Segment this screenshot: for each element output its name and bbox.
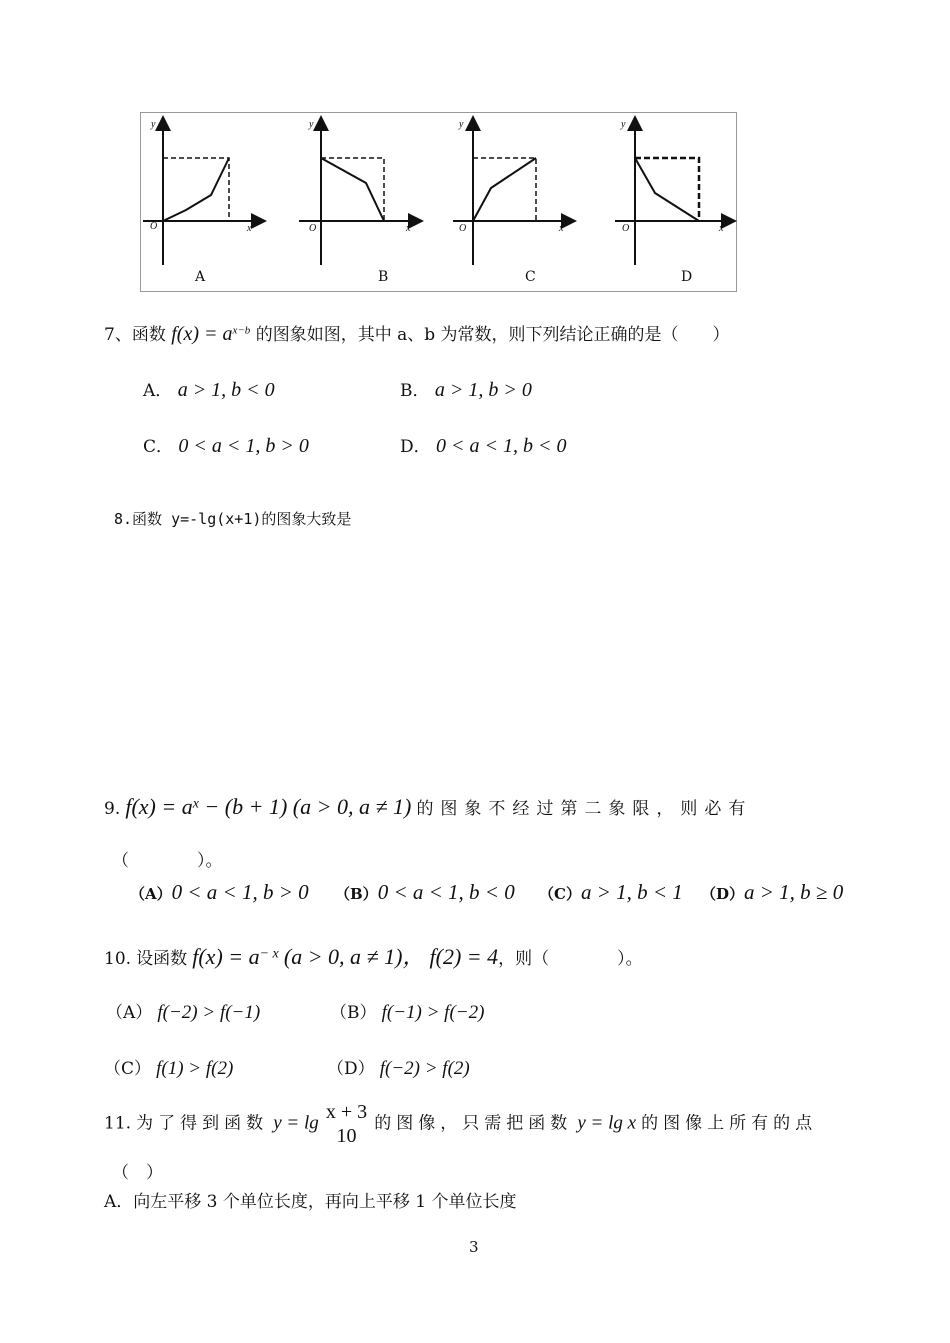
axis-x-a: x bbox=[247, 223, 252, 234]
q9-blank: （ ）。 bbox=[112, 851, 223, 871]
q7-option-b-expr: a > 1, b > 0 bbox=[434, 379, 532, 401]
q9-formula-main: f(x) = a bbox=[125, 794, 193, 819]
q9-option-b-label: （B） bbox=[335, 885, 378, 903]
q7-option-c-label: C． bbox=[143, 437, 174, 457]
q10-stem-prefix: 设函数 bbox=[136, 949, 188, 969]
axis-x-d: x bbox=[719, 223, 724, 234]
q7-option-a[interactable] bbox=[143, 376, 275, 402]
q10-formula-main: f(x) = a bbox=[192, 944, 260, 969]
q7-option-c-expr: 0 < a < 1, b > 0 bbox=[178, 435, 309, 457]
q11-frac-den: 10 bbox=[336, 1125, 357, 1147]
q9-number: 9. bbox=[104, 799, 121, 819]
graph-c bbox=[453, 123, 569, 265]
q9-option-d-label: （D） bbox=[701, 885, 745, 903]
q11-frac-num: x + 3 bbox=[325, 1101, 368, 1123]
q7-stem bbox=[104, 320, 730, 346]
panel-label-a: A bbox=[195, 269, 206, 285]
q10-formula-exp: − x bbox=[259, 946, 279, 962]
q11-stem-prefix: 为了得到函数 bbox=[136, 1113, 269, 1134]
q10-option-c-label: （C） bbox=[104, 1059, 152, 1079]
q9-option-c[interactable] bbox=[539, 880, 683, 905]
axis-y-a: y bbox=[151, 119, 156, 130]
q11-blank: （ ） bbox=[112, 1163, 163, 1183]
panel-label-b: B bbox=[378, 269, 389, 285]
q9-option-b-expr: 0 < a < 1, b < 0 bbox=[377, 880, 515, 904]
q11-stem-mid: 的图像，只需把函数 bbox=[374, 1113, 573, 1134]
origin-a: O bbox=[150, 221, 158, 232]
graph-b bbox=[299, 123, 416, 265]
q11-stem bbox=[104, 1100, 817, 1148]
q10-option-b-expr: f(−1) > f(−2) bbox=[381, 1002, 485, 1023]
q8-stem: 8.函数 y=-lg(x+1)的图象大致是 bbox=[114, 510, 352, 528]
q9-formula-rest: − (b + 1) (a > 0, a ≠ 1) bbox=[198, 794, 412, 819]
q7-option-b-label: B． bbox=[400, 381, 430, 401]
q7-option-a-expr: a > 1, b < 0 bbox=[177, 379, 275, 401]
q7-option-d-expr: 0 < a < 1, b < 0 bbox=[436, 435, 567, 457]
q9-option-c-label: （C） bbox=[539, 885, 581, 903]
q10-option-b[interactable] bbox=[330, 998, 484, 1024]
q7-stem-suffix: 的图象如图，其中 a、b 为常数，则下列结论正确的是（ ） bbox=[255, 325, 730, 345]
q9-option-a-label: （A） bbox=[130, 885, 172, 903]
q7-figure bbox=[140, 112, 737, 292]
graph-a bbox=[143, 123, 259, 265]
q7-option-b[interactable] bbox=[400, 376, 532, 402]
q9-option-d-expr: a > 1, b ≥ 0 bbox=[744, 880, 844, 904]
q7-option-a-label: A． bbox=[143, 381, 173, 401]
q7-option-d-label: D． bbox=[400, 437, 431, 457]
q9-option-b[interactable] bbox=[335, 880, 515, 905]
q7-exponent: x−b bbox=[232, 324, 251, 337]
axis-y-b: y bbox=[309, 119, 314, 130]
q11-formula2: y = lg x bbox=[577, 1112, 637, 1134]
q10-option-d[interactable] bbox=[327, 1054, 470, 1080]
q7-option-c[interactable] bbox=[143, 432, 309, 458]
q9-option-a-expr: 0 < a < 1, b > 0 bbox=[171, 880, 309, 904]
axis-x-c: x bbox=[559, 223, 564, 234]
page-number: 3 bbox=[469, 1238, 479, 1256]
q10-option-d-expr: f(−2) > f(2) bbox=[379, 1058, 470, 1079]
axis-y-d: y bbox=[621, 119, 626, 130]
q9-option-d[interactable] bbox=[701, 880, 843, 905]
axis-x-b: x bbox=[406, 223, 411, 234]
q10-option-a[interactable] bbox=[106, 998, 260, 1024]
q11-number: 11. bbox=[104, 1113, 132, 1134]
q7-option-d[interactable] bbox=[400, 432, 567, 458]
q9-stem bbox=[104, 794, 752, 820]
q10-number: 10. bbox=[104, 949, 132, 969]
q9-stem-text: 的图象不经过第二象限，则必有 bbox=[416, 799, 753, 819]
panel-label-c: C bbox=[525, 269, 536, 285]
q10-stem bbox=[104, 940, 643, 971]
q11-formula-lhs: y = lg bbox=[273, 1112, 319, 1134]
q9-formula-exp: x bbox=[192, 796, 199, 812]
graph-d bbox=[615, 123, 729, 265]
q11-stem-suffix: 的图像上所有的点 bbox=[641, 1113, 818, 1134]
origin-b: O bbox=[309, 223, 317, 234]
panel-label-d: D bbox=[681, 269, 693, 285]
origin-d: O bbox=[622, 223, 630, 234]
q9-option-a[interactable] bbox=[130, 880, 309, 905]
q10-option-b-label: （B） bbox=[330, 1003, 377, 1023]
q11-option-a[interactable]: A．向左平移 3 个单位长度，再向上平移 1 个单位长度 bbox=[104, 1192, 517, 1212]
q10-stem-suffix: ，则（ ）。 bbox=[498, 949, 643, 969]
q9-option-c-expr: a > 1, b < 1 bbox=[580, 880, 683, 904]
q10-option-c[interactable] bbox=[104, 1054, 233, 1080]
origin-c: O bbox=[459, 223, 467, 234]
q7-stem-prefix: 7、函数 bbox=[104, 325, 166, 345]
q7-graphs-svg bbox=[141, 113, 738, 293]
q10-given: f(2) = 4 bbox=[429, 944, 499, 969]
q10-option-a-expr: f(−2) > f(−1) bbox=[157, 1002, 261, 1023]
q10-option-a-label: （A） bbox=[106, 1003, 153, 1023]
q7-formula: f(x) = a bbox=[171, 323, 233, 345]
q10-formula-cond: (a > 0, a ≠ 1)， bbox=[283, 944, 425, 969]
q11-fraction bbox=[324, 1100, 369, 1148]
q10-option-d-label: （D） bbox=[327, 1059, 375, 1079]
q10-option-c-expr: f(1) > f(2) bbox=[156, 1058, 234, 1079]
axis-y-c: y bbox=[459, 119, 464, 130]
